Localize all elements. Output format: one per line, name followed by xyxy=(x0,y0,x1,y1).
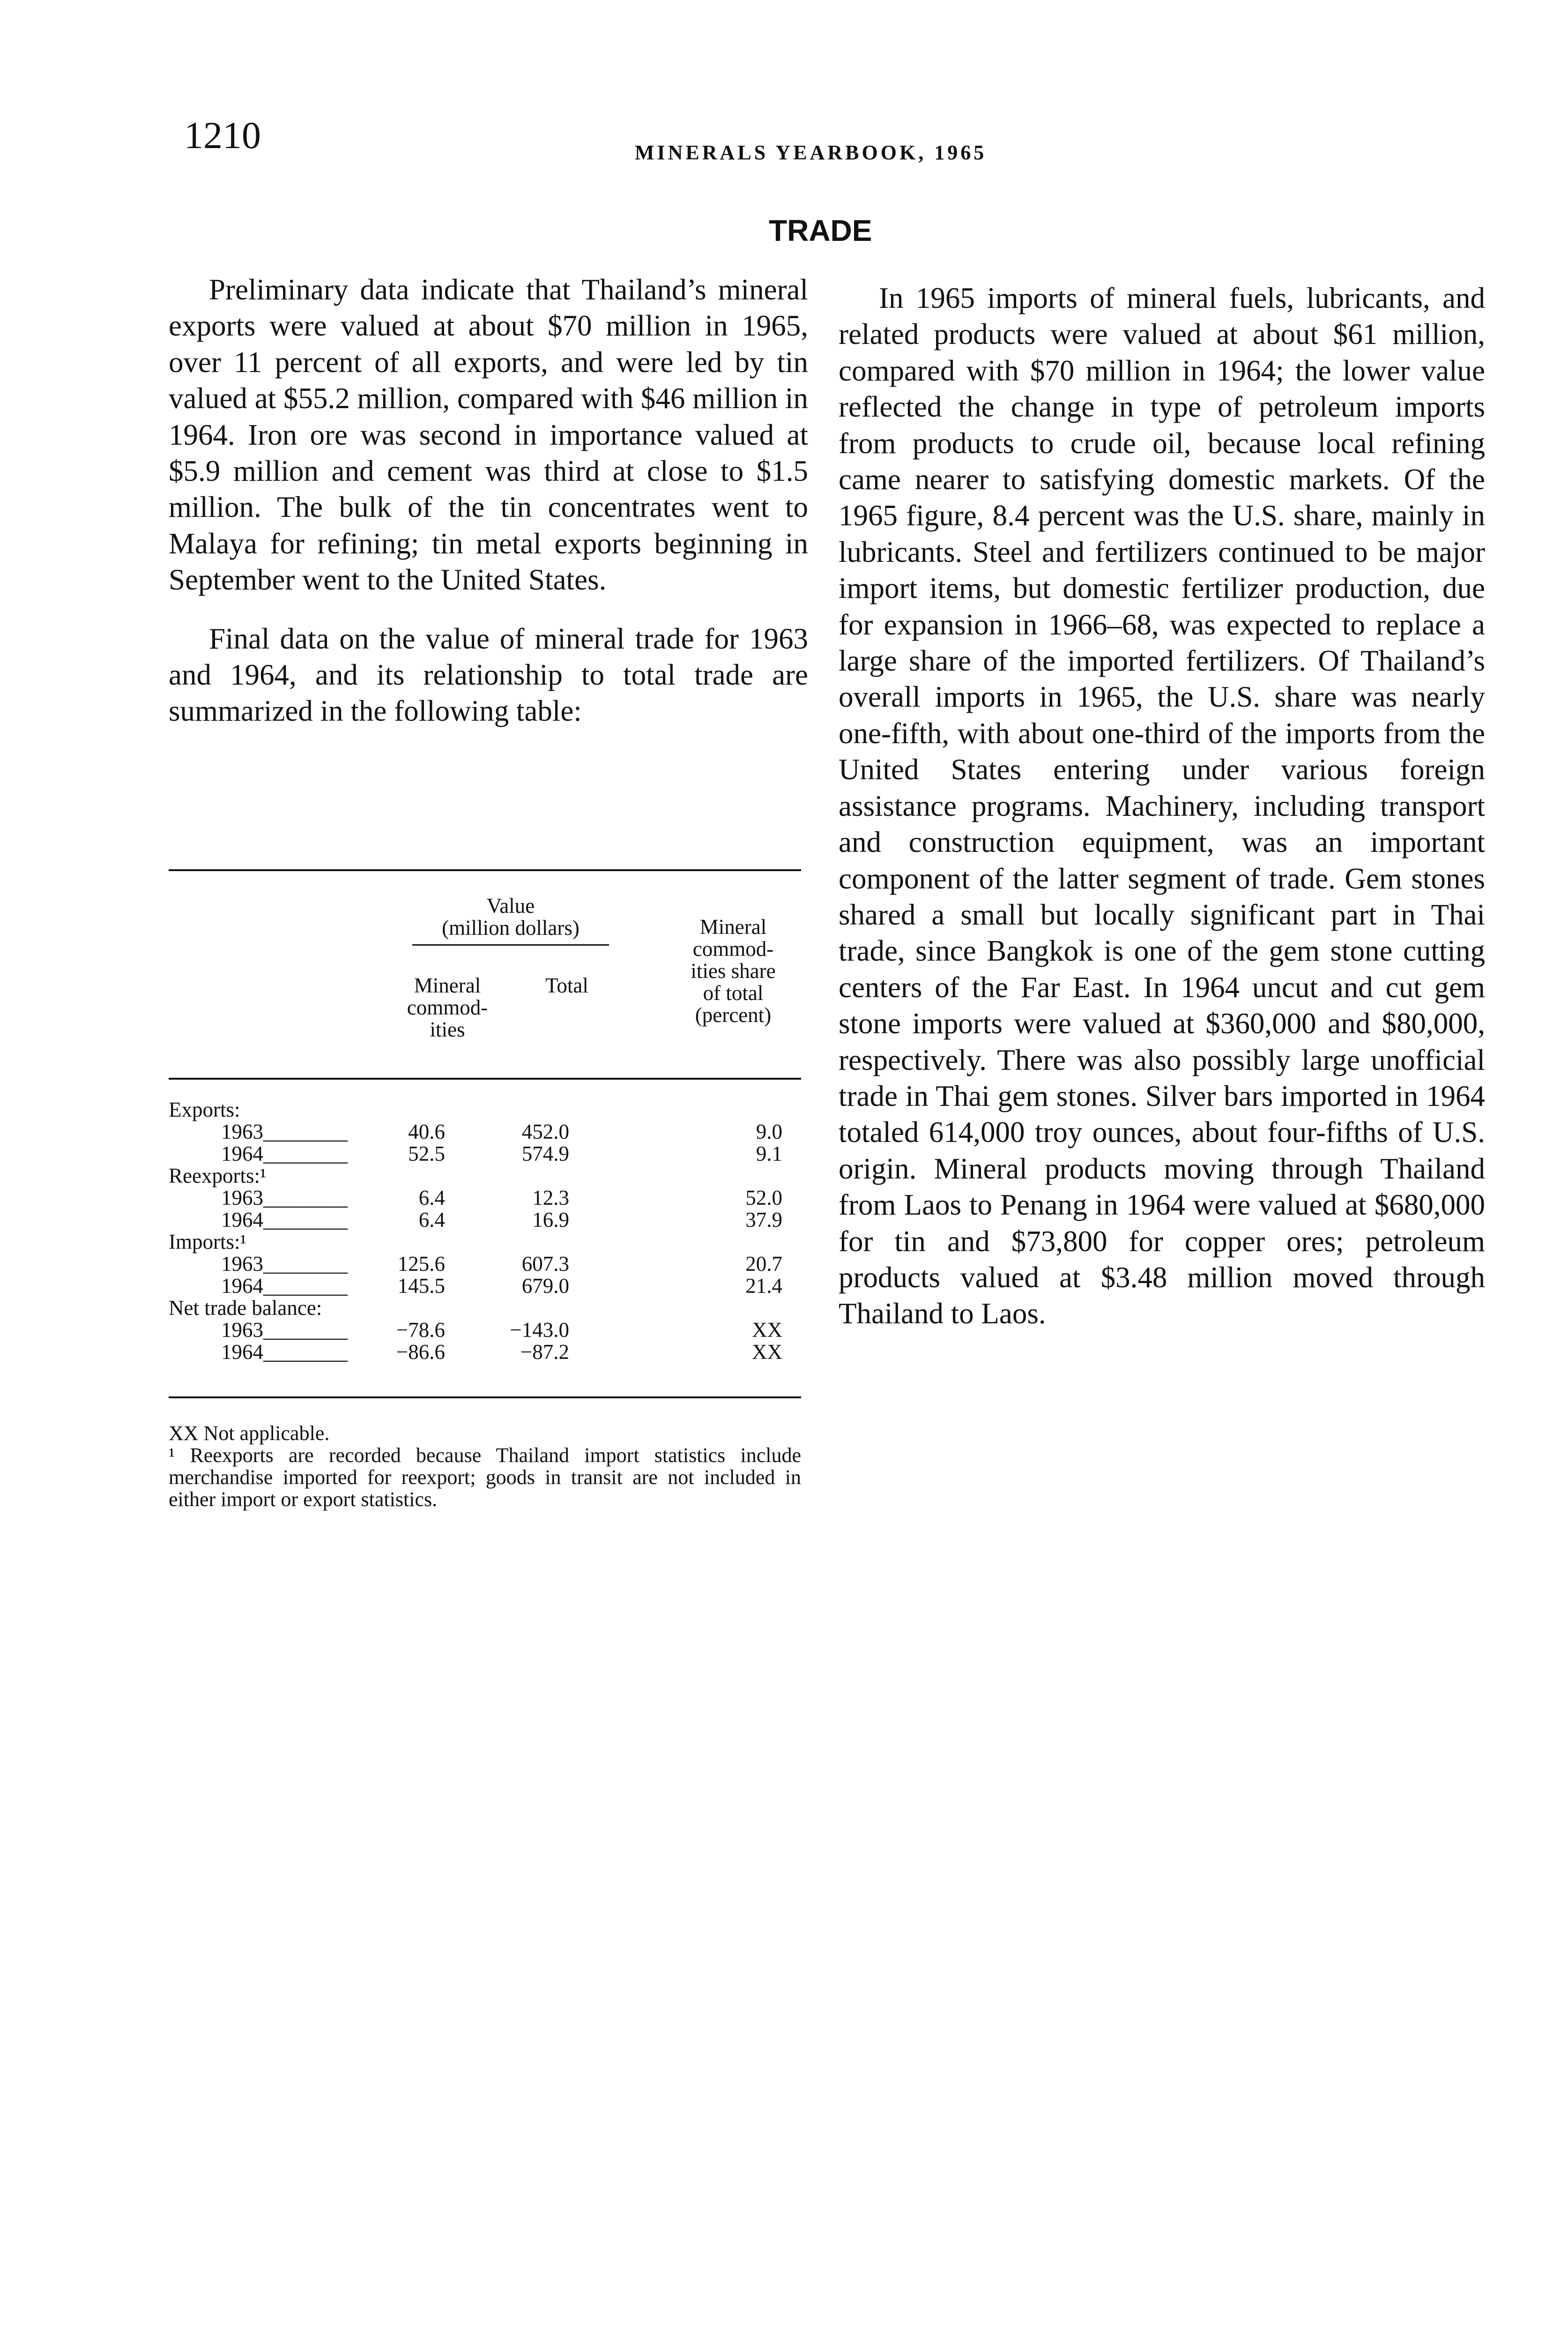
header-value xyxy=(412,895,609,939)
header-mineral-line: commod- xyxy=(407,996,488,1019)
cell-share: 37.9 xyxy=(745,1208,782,1231)
header-total xyxy=(525,975,609,997)
table-row xyxy=(169,1143,801,1165)
row-label: 1963________ xyxy=(221,1252,348,1276)
header-mineral-line: Mineral xyxy=(414,974,481,997)
row-label: Reexports:¹ xyxy=(169,1164,267,1187)
table-header-rule xyxy=(169,1078,801,1080)
header-value-line: (million dollars) xyxy=(442,916,580,940)
cell-mineral: −86.6 xyxy=(396,1340,445,1364)
cell-total: 452.0 xyxy=(521,1120,569,1143)
row-label: 1964________ xyxy=(221,1208,348,1231)
header-total-line: Total xyxy=(545,974,588,997)
header-value-line: Value xyxy=(486,894,535,918)
cell-share: 9.0 xyxy=(756,1120,782,1143)
cell-share: 52.0 xyxy=(745,1186,782,1209)
running-head: MINERALS YEARBOOK, 1965 xyxy=(635,141,987,164)
row-label: Imports:¹ xyxy=(169,1230,246,1254)
table-row xyxy=(169,1253,801,1275)
cell-mineral: 6.4 xyxy=(418,1208,445,1231)
cell-share: 21.4 xyxy=(745,1274,782,1298)
table-bottom-rule xyxy=(169,1396,801,1398)
header-share-line: of total xyxy=(703,981,764,1005)
cell-total: −87.2 xyxy=(520,1340,569,1364)
table-row xyxy=(169,1341,801,1363)
cell-total: 607.3 xyxy=(521,1252,569,1276)
row-label: Exports: xyxy=(169,1098,240,1121)
footnote-1: ¹ Reexports are recorded because Thailand import statistics include merchandise imported for reexport; goods in transit are not included in either import or export statistics. xyxy=(169,1444,801,1511)
header-share-line: commod- xyxy=(692,937,774,961)
paragraph-table-intro: Final data on the value of mineral trade for 1963 and 1964, and its relationship to total trade are summarized in the following table: xyxy=(169,622,808,728)
cell-mineral: 40.6 xyxy=(408,1120,445,1143)
header-share xyxy=(665,916,801,1026)
cell-mineral: 52.5 xyxy=(408,1142,445,1165)
row-label: 1963________ xyxy=(221,1120,348,1143)
header-share-line: Mineral xyxy=(699,915,767,939)
page-number: 1210 xyxy=(184,114,261,157)
row-label: 1963________ xyxy=(221,1186,348,1209)
cell-mineral: −78.6 xyxy=(396,1318,445,1342)
header-rule xyxy=(412,944,609,946)
left-column xyxy=(169,272,808,730)
cell-mineral: 125.6 xyxy=(397,1252,445,1276)
table-row xyxy=(169,1099,801,1121)
row-label: 1963________ xyxy=(221,1318,348,1342)
cell-total: 574.9 xyxy=(521,1142,569,1165)
table-row xyxy=(169,1231,801,1253)
header-mineral-line: ities xyxy=(430,1018,465,1041)
right-column xyxy=(839,280,1485,1332)
table-row xyxy=(169,1165,801,1187)
row-label: 1964________ xyxy=(221,1340,348,1364)
section-title: TRADE xyxy=(769,214,872,247)
cell-total: 679.0 xyxy=(521,1274,569,1298)
table-row xyxy=(169,1121,801,1143)
table-row xyxy=(169,1297,801,1319)
row-label: 1964________ xyxy=(221,1274,348,1298)
cell-total: 12.3 xyxy=(532,1186,569,1209)
header-mineral xyxy=(389,975,506,1041)
table-row xyxy=(169,1187,801,1209)
cell-total: −143.0 xyxy=(510,1318,569,1342)
table-row xyxy=(169,1209,801,1231)
row-label: Net trade balance: xyxy=(169,1296,322,1320)
cell-share: 20.7 xyxy=(745,1252,782,1276)
footnote-xx: XX Not applicable. xyxy=(169,1422,330,1445)
cell-mineral: 6.4 xyxy=(418,1186,445,1209)
table-row xyxy=(169,1275,801,1297)
cell-share: XX xyxy=(752,1318,782,1342)
header-share-line: ities share xyxy=(691,959,776,983)
paragraph-imports: In 1965 imports of mineral fuels, lubricants, and related products were valued at about $61 million, compared with $70 million in 1964; the lower value reflected the change in type of petroleum imports from products to crude oil, because local refining came nearer to satisfying domestic markets. Of the 1965 figure, 8.4 percent was the U.S. share, mainly in lubricants. Steel and fertilizers continued to be major import items, but domestic fertilizer production, due for expansion in 1966–68, was expected to replace a large share of the imported fertilizers. Of Thailand’s overall imports in 1965, the U.S. share was nearly one-fifth, with about one-third of the imports from the United States entering under various foreign assistance programs. Machinery, including transport and construction equipment, was an important component of the latter segment of trade. Gem stones shared a small but locally significant part in Thai trade, since Bangkok is one of the gem stone cutting centers of the Far East. In 1964 uncut and cut gem stone imports were valued at $360,000 and $80,000, respectively. There was also possibly large unofficial trade in Thai gem stones. Silver bars imported in 1964 totaled 614,000 troy ounces, about four-fifths of U.S. origin. Mineral products moving through Thailand from Laos to Penang in 1964 were valued at $680,000 for tin and $73,800 for copper ores; petroleum products valued at $3.48 million moved through Thailand to Laos. xyxy=(839,282,1485,1330)
cell-mineral: 145.5 xyxy=(397,1274,445,1298)
row-label: 1964________ xyxy=(221,1142,348,1165)
cell-share: XX xyxy=(752,1340,782,1364)
cell-share: 9.1 xyxy=(756,1142,782,1165)
table-top-rule xyxy=(169,869,801,871)
table-row xyxy=(169,1319,801,1341)
header-share-line: (percent) xyxy=(695,1003,772,1027)
cell-total: 16.9 xyxy=(532,1208,569,1231)
footnotes xyxy=(169,1422,801,1510)
paragraph-exports: Preliminary data indicate that Thailand’s mineral exports were valued at about $70 million in 1965, over 11 percent of all exports, and were led by tin valued at $55.2 million, compared with $46 million in 1964. Iron ore was second in importance valued at $5.9 million and cement was third at close to $1.5 million. The bulk of the tin concentrates went to Malaya for refining; tin metal exports beginning in September went to the United States. xyxy=(169,273,808,597)
